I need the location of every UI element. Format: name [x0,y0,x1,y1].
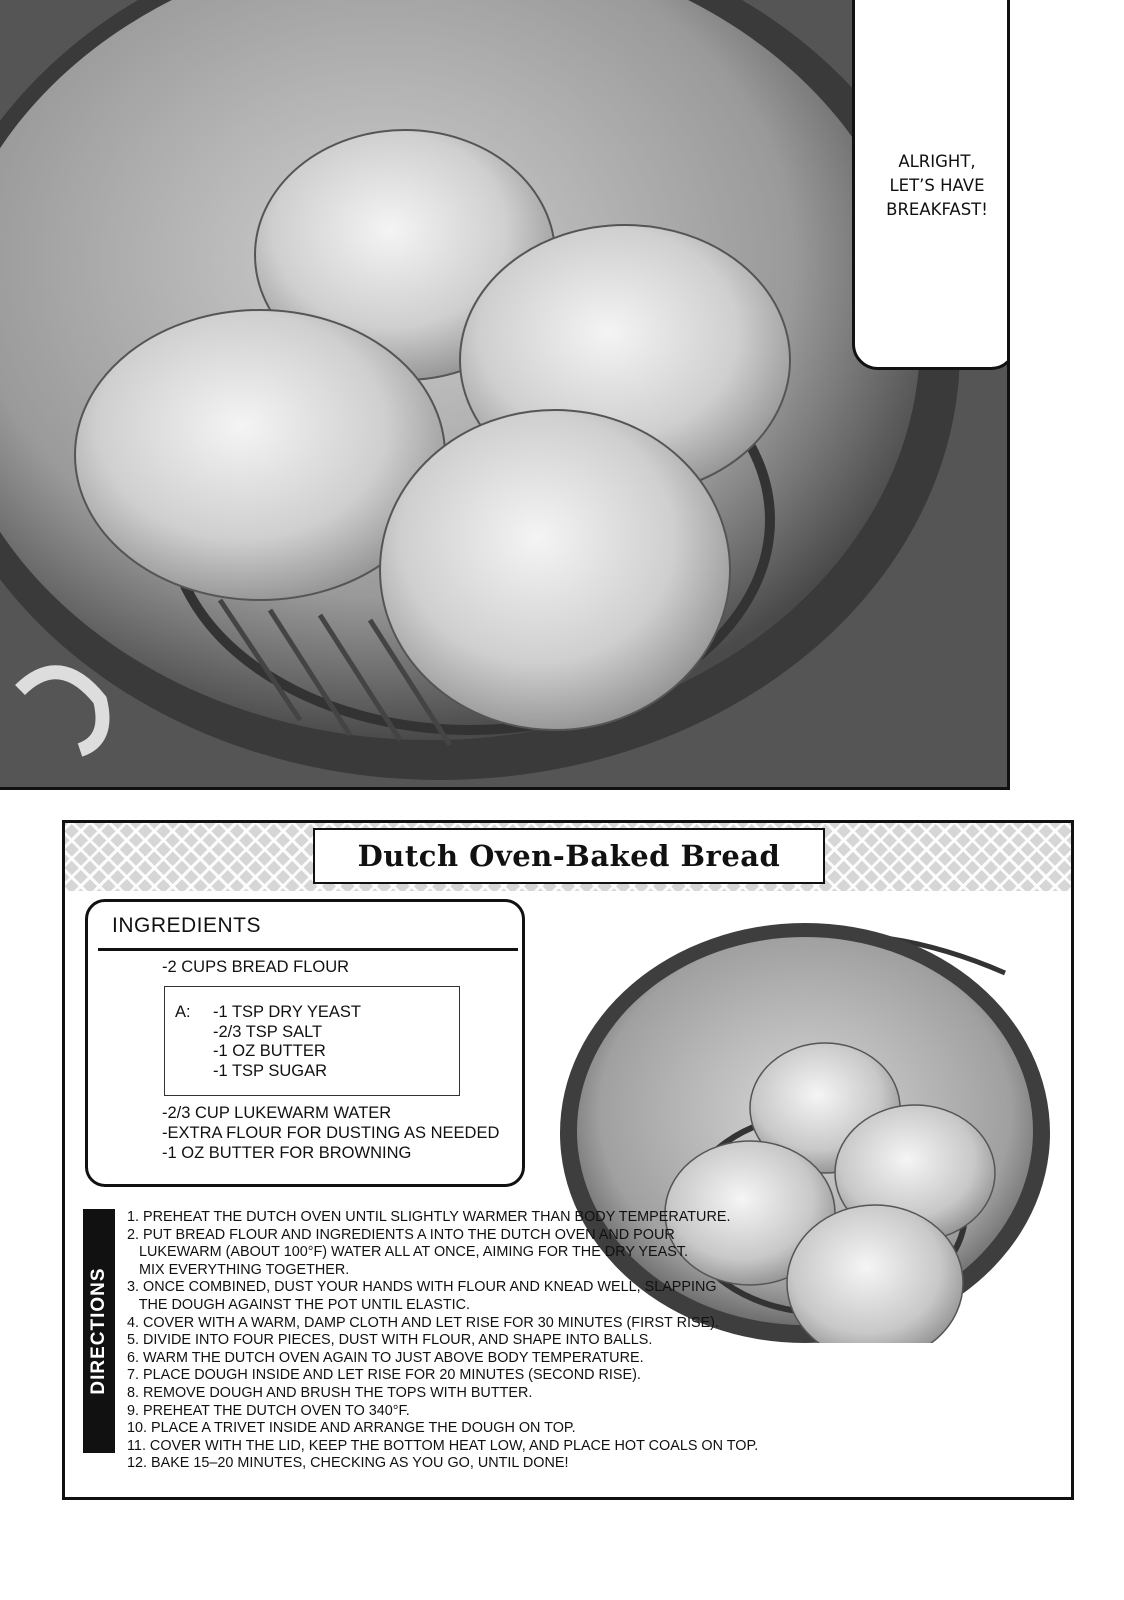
ingredient-group-label: A: [175,1003,191,1021]
ingredient-item: -1 TSP SUGAR [213,1061,328,1080]
ingredient-group-list [213,1003,361,1081]
direction-step: 8. REMOVE DOUGH AND BRUSH THE TOPS WITH BUTTER. [127,1384,533,1401]
directions-tab [83,1209,115,1453]
recipe-title: Dutch Oven-Baked Bread [357,839,781,873]
dough-ball [380,410,730,730]
directions-label: DIRECTIONS [88,1267,109,1395]
speech-bubble-text: ALRIGHT, LET’S HAVE BREAKFAST! [886,152,988,219]
direction-step: 1. PREHEAT THE DUTCH OVEN UNTIL SLIGHTLY WARMER THAN BODY TEMPERATURE. [127,1209,731,1225]
ingredient-item: -2 CUPS BREAD FLOUR [162,958,350,976]
ingredient-item: -2/3 CUP LUKEWARM WATER [162,1104,392,1122]
direction-step: 7. PLACE DOUGH INSIDE AND LET RISE FOR 20 MINUTES (SECOND RISE). [127,1367,641,1384]
directions-list [127,1209,877,1473]
direction-step: 6. WARM THE DUTCH OVEN AGAIN TO JUST ABOVE BODY TEMPERATURE. [127,1349,644,1366]
ingredients-box [85,899,525,1187]
direction-step: 2. PUT BREAD FLOUR AND INGREDIENTS A INTO THE DUTCH OVEN AND POUR [127,1226,675,1243]
direction-step: 9. PREHEAT THE DUTCH OVEN TO 340°F. [127,1402,410,1419]
manga-panel-top [0,0,1010,790]
direction-step: THE DOUGH AGAINST THE POT UNTIL ELASTIC. [127,1296,471,1313]
direction-step: 3. ONCE COMBINED, DUST YOUR HANDS WITH FLOUR AND KNEAD WELL, SLAPPING [127,1279,717,1296]
ingredient-item: -1 TSP DRY YEAST [213,1003,361,1021]
ingredients-divider [98,948,518,951]
direction-step: LUKEWARM (ABOUT 100°F) WATER ALL AT ONCE, AIMING FOR THE DRY YEAST. [127,1244,688,1261]
direction-step: MIX EVERYTHING TOGETHER. [127,1261,350,1278]
direction-step: 4. COVER WITH A WARM, DAMP CLOTH AND LET RISE FOR 30 MINUTES (FIRST RISE). [127,1314,719,1331]
direction-step: 10. PLACE A TRIVET INSIDE AND ARRANGE THE DOUGH ON TOP. [127,1420,576,1437]
recipe-title-box [313,828,825,884]
recipe-card [62,820,1074,1500]
ingredient-item: -1 OZ BUTTER FOR BROWNING [162,1144,412,1162]
ingredient-item: -2/3 TSP SALT [213,1022,323,1041]
direction-step: 12. BAKE 15–20 MINUTES, CHECKING AS YOU GO, UNTIL DONE! [127,1455,569,1472]
ingredient-item: -1 OZ BUTTER [213,1042,326,1060]
direction-step: 11. COVER WITH THE LID, KEEP THE BOTTOM HEAT LOW, AND PLACE HOT COALS ON TOP. [127,1437,759,1454]
ingredient-item: -EXTRA FLOUR FOR DUSTING AS NEEDED [162,1124,500,1142]
ingredients-heading: INGREDIENTS [112,914,262,937]
direction-step: 5. DIVIDE INTO FOUR PIECES, DUST WITH FLOUR, AND SHAPE INTO BALLS. [127,1332,653,1349]
ingredient-group-a [164,986,460,1096]
